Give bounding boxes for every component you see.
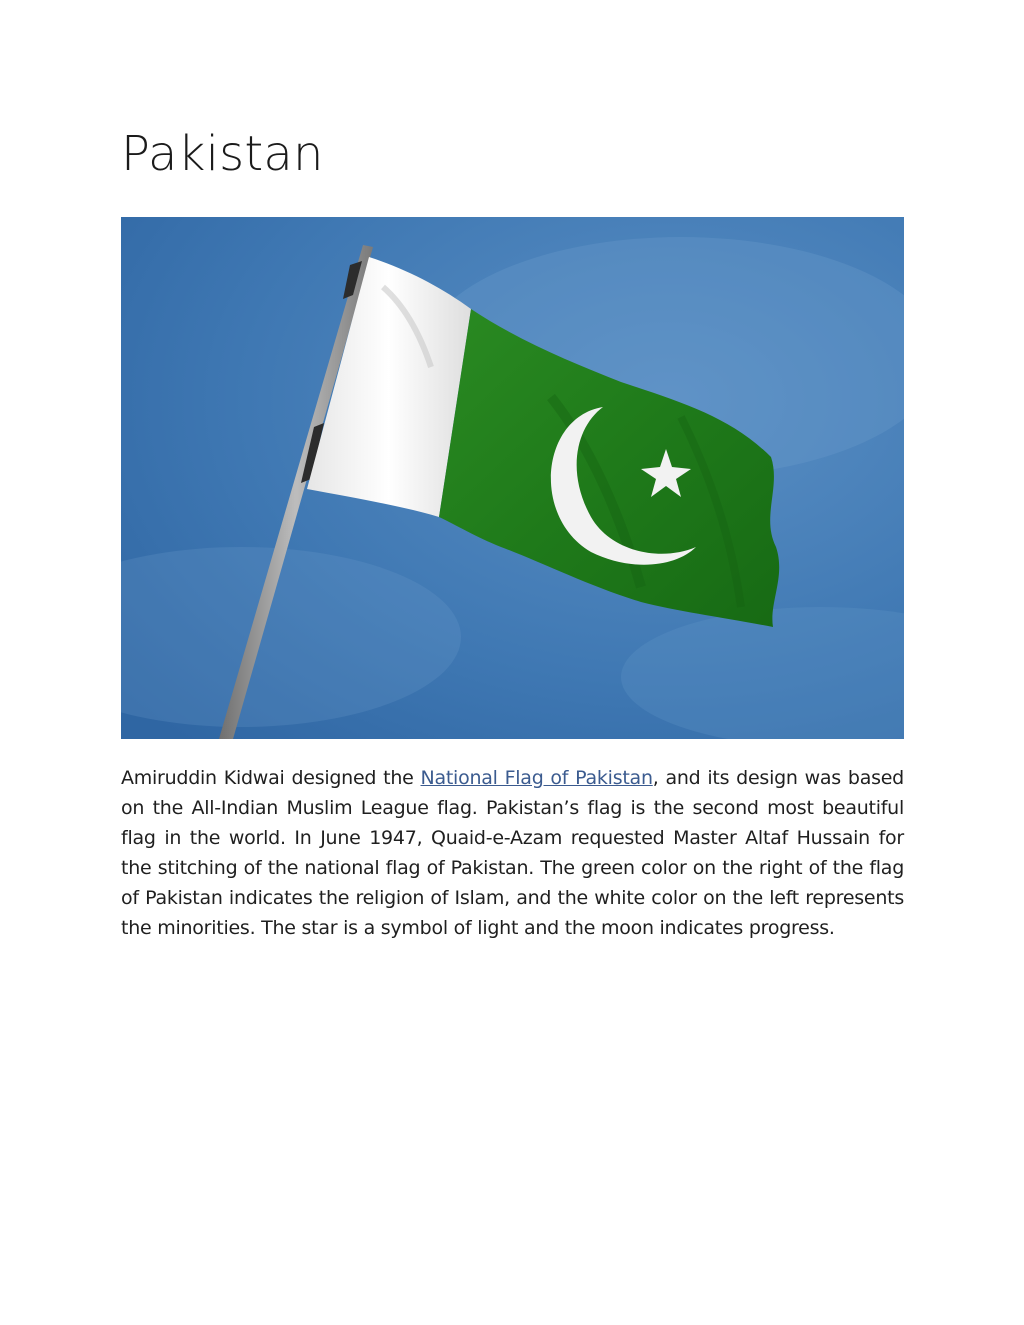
page-title: Pakistan <box>121 126 324 182</box>
national-flag-link[interactable]: National Flag of Pakistan <box>420 767 653 789</box>
paragraph-text-end: , and its design was based on the All-Indian Muslim League flag. Pakistan’s flag is the second most beautiful flag in the world. In June 1947, Quaid-e-Azam requested Master Altaf Hussain for the stitching of the national flag of Pakistan. The green color on the right of the flag of Pakistan indicates the religion of Islam, and the white color on the left represents the minorities. The star is a symbol of light and the moon indicates progress. <box>121 767 904 939</box>
pakistan-flag-image <box>121 217 904 739</box>
flag-illustration <box>121 217 904 739</box>
body-paragraph <box>121 763 904 943</box>
paragraph-text-start: Amiruddin Kidwai designed the <box>121 767 421 789</box>
